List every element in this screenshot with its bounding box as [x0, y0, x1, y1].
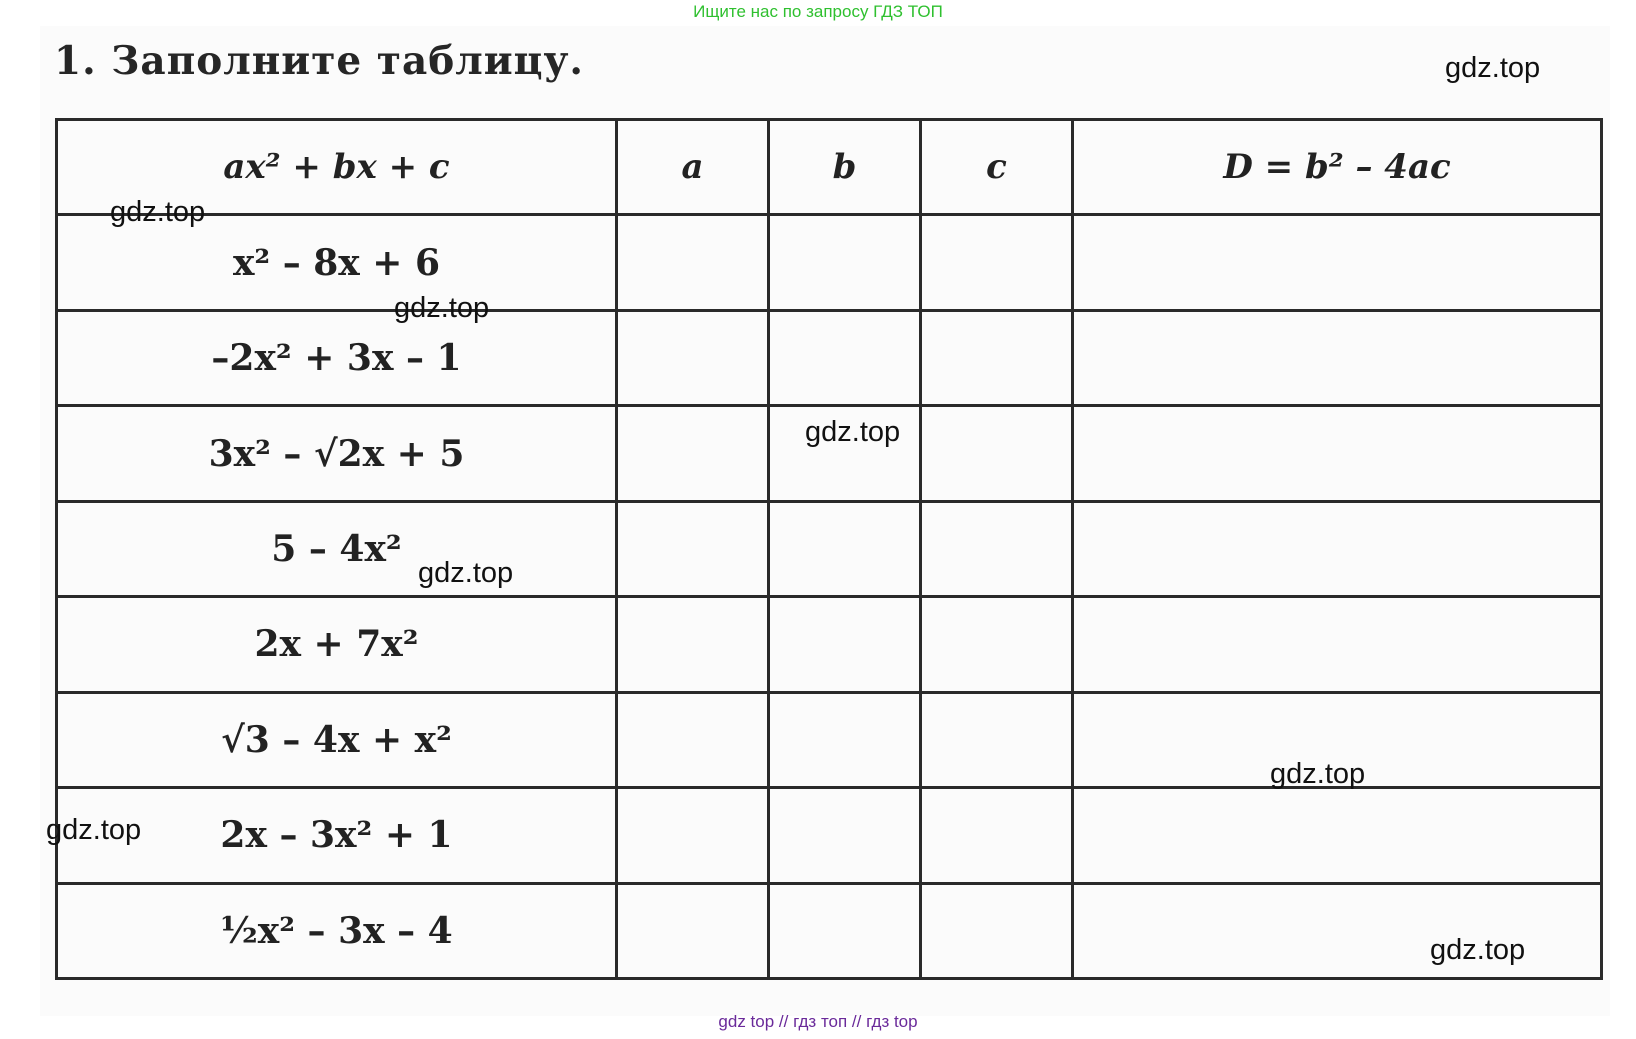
cell-a[interactable]	[617, 215, 769, 310]
cell-d[interactable]	[1073, 788, 1602, 883]
table-row	[57, 883, 1602, 979]
cell-d[interactable]	[1073, 310, 1602, 405]
cell-a[interactable]	[617, 501, 769, 596]
cell-expression: 2x – 3x² + 1	[57, 788, 617, 883]
watermark: gdz.top	[1270, 758, 1366, 790]
exercise-title: 1. Заполните таблицу.	[54, 38, 584, 84]
cell-a[interactable]	[617, 310, 769, 405]
cell-b[interactable]	[769, 215, 921, 310]
cell-b[interactable]	[769, 692, 921, 787]
cell-d[interactable]	[1073, 597, 1602, 692]
watermark: gdz.top	[805, 416, 901, 448]
cell-c[interactable]	[921, 883, 1073, 979]
table-row	[57, 215, 1602, 310]
cell-a[interactable]	[617, 406, 769, 501]
cell-d[interactable]	[1073, 215, 1602, 310]
cell-a[interactable]	[617, 597, 769, 692]
watermark: gdz.top	[1430, 934, 1526, 966]
cell-a[interactable]	[617, 883, 769, 979]
header-a: a	[617, 120, 769, 215]
header-discriminant: D = b² – 4ac	[1073, 120, 1602, 215]
cell-c[interactable]	[921, 406, 1073, 501]
watermark: gdz.top	[1445, 52, 1541, 84]
cell-expression: √3 – 4x + x²	[57, 692, 617, 787]
cell-expression: –2x² + 3x – 1	[57, 310, 617, 405]
top-banner: Ищите нас по запросу ГДЗ ТОП	[693, 2, 943, 21]
cell-expression: ½x² – 3x – 4	[57, 883, 617, 979]
cell-c[interactable]	[921, 310, 1073, 405]
cell-expression: 2x + 7x²	[57, 597, 617, 692]
table-row	[57, 501, 1602, 596]
cell-a[interactable]	[617, 788, 769, 883]
cell-b[interactable]	[769, 501, 921, 596]
cell-c[interactable]	[921, 597, 1073, 692]
header-expression: ax² + bx + c	[57, 120, 617, 215]
watermark: gdz.top	[394, 292, 490, 324]
watermark: gdz.top	[418, 557, 514, 589]
cell-expression: x² – 8x + 6	[57, 215, 617, 310]
table-row	[57, 788, 1602, 883]
watermark: gdz.top	[46, 814, 142, 846]
cell-a[interactable]	[617, 692, 769, 787]
cell-c[interactable]	[921, 501, 1073, 596]
cell-expression: 3x² – √2x + 5	[57, 406, 617, 501]
cell-b[interactable]	[769, 883, 921, 979]
cell-c[interactable]	[921, 788, 1073, 883]
cell-b[interactable]	[769, 310, 921, 405]
header-c: c	[921, 120, 1073, 215]
quadratic-table	[55, 118, 1603, 980]
table-row	[57, 692, 1602, 787]
cell-c[interactable]	[921, 215, 1073, 310]
watermark: gdz.top	[110, 196, 206, 228]
cell-expression: 5 – 4x²	[57, 501, 617, 596]
cell-c[interactable]	[921, 692, 1073, 787]
table-header-row	[57, 120, 1602, 215]
cell-d[interactable]	[1073, 501, 1602, 596]
cell-b[interactable]	[769, 788, 921, 883]
header-b: b	[769, 120, 921, 215]
cell-b[interactable]	[769, 597, 921, 692]
table-row	[57, 597, 1602, 692]
bottom-banner: gdz top // гдз топ // гдз top	[718, 1012, 918, 1031]
table-row	[57, 310, 1602, 405]
cell-d[interactable]	[1073, 406, 1602, 501]
